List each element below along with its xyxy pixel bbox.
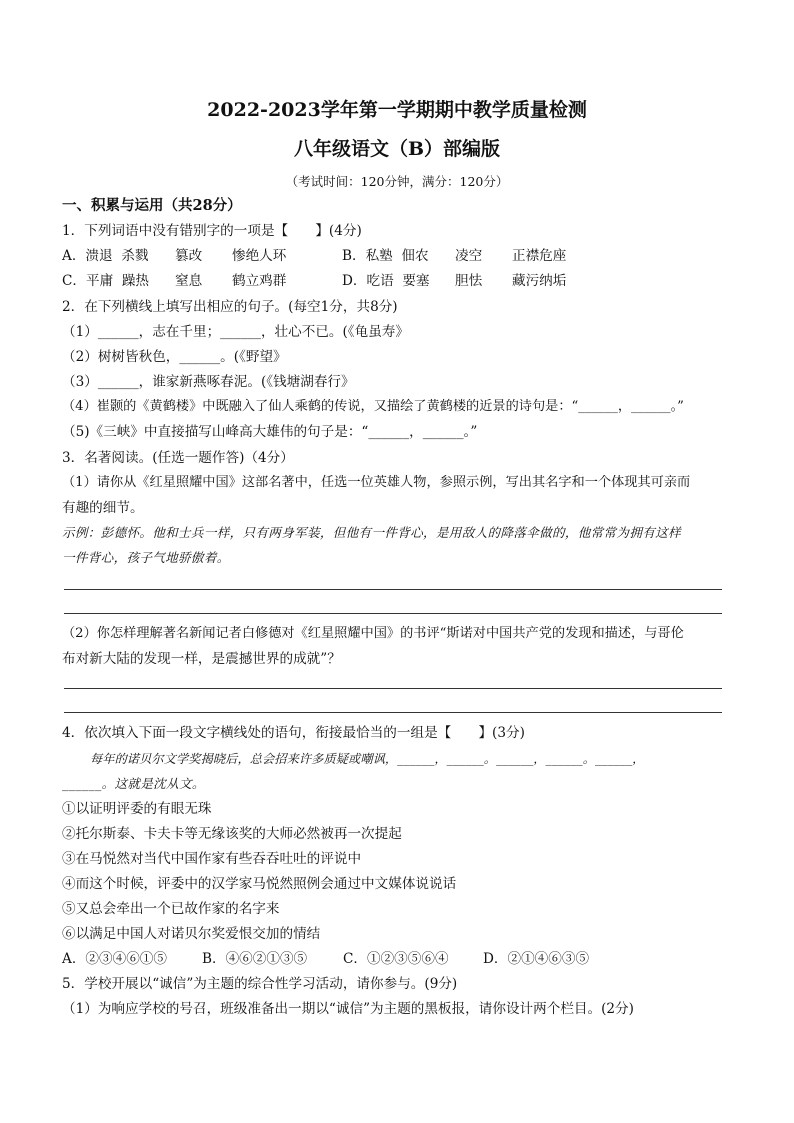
q3-part2-text: （2）你怎样理解著名新闻记者白修德对《红星照耀中国》的书评“斯诺对中国共产党的发现和描述，与哥伦	[62, 626, 684, 641]
q4-answer-d: D．②①④⑥③⑤	[483, 951, 590, 967]
q4-choice: ⑥以满足中国人对诺贝尔奖爱恨交加的情结	[62, 926, 321, 942]
q1-option-a-word: 惨绝人环	[232, 248, 287, 264]
q1-option-b-word: 正襟危座	[512, 248, 567, 264]
answer-line	[64, 712, 722, 713]
q2-item: （2）树树皆秋色，______。(《野望》	[62, 349, 287, 365]
q4-choice: ⑤又总会牵出一个已故作家的名字来	[62, 901, 280, 917]
answer-line	[64, 613, 722, 614]
exam-title: 2022-2023学年第一学期期中教学质量检测	[207, 99, 587, 121]
q1-option-c: C．平庸 躁热	[62, 273, 150, 289]
q4-choice: ④而这个时候，评委中的汉学家马悦然照例会通过中文媒体说说话	[62, 876, 457, 892]
q4-passage: ______。这就是沈从文。	[62, 776, 205, 791]
q1-option-d-word: 藏污纳垢	[512, 273, 567, 289]
q1-option-a: A．溃退 杀戮	[62, 248, 149, 264]
q4-answer-a: A．②③④⑥①⑤	[62, 951, 167, 967]
q2-item: （4）崔颢的《黄鹤楼》中既融入了仙人乘鹤的传说，又描绘了黄鹤楼的近景的诗句是：“______，______。”	[62, 399, 684, 414]
question-2-stem: 2．在下列横线上填写出相应的句子。(每空1分，共8分)	[62, 299, 398, 315]
q2-item: （1）______，志在千里；______，壮心不已。(《龟虽寿》	[62, 324, 409, 340]
q3-example-text: 示例：彭德怀。他和士兵一样，只有两身军装，但他有一件背心，是用敌人的降落伞做的，他常常为拥有这样	[62, 525, 681, 540]
question-1-stem: 1．下列词语中没有错别字的一项是【 】(4分)	[62, 223, 362, 239]
q1-option-d-word: 胆怯	[455, 273, 483, 289]
q1-option-b: B．私塾 佃农	[342, 248, 429, 264]
q1-option-d: D．吃语 要塞	[342, 273, 430, 289]
q2-item: （5)《三峡》中直接描写山峰高大雄伟的句子是：“______，______。”	[62, 424, 478, 440]
q4-answer-b: B．④⑥②①③⑤	[202, 951, 308, 967]
answer-line	[64, 589, 722, 590]
q2-item: （3）______，谁家新燕啄春泥。(《钱塘湖春行》	[62, 374, 355, 390]
q3-part1-text: （1）请你从《红星照耀中国》这部名著中，任选一位英雄人物，参照示例，写出其名字和一个体现其可亲而	[62, 475, 691, 490]
q1-option-c-word: 鹤立鸡群	[232, 273, 287, 289]
q1-option-c-word: 窒息	[175, 273, 203, 289]
q4-choice: ②托尔斯泰、卡夫卡等无缘该奖的大师必然被再一次提起	[62, 826, 402, 842]
section-heading: 一、积累与运用（共28分）	[62, 197, 242, 214]
q1-option-a-word: 篡改	[175, 248, 203, 264]
q3-example-text: 一件背心，孩子气地骄傲着。	[62, 550, 230, 565]
q4-answer-c: C．①②③⑤⑥④	[343, 951, 449, 967]
q4-passage: 每年的诺贝尔文学奖揭晓后，总会招来许多质疑或嘲讽，______，______。______，______。______，	[90, 752, 645, 766]
q3-part1-text: 有趣的细节。	[62, 500, 144, 516]
question-3-stem: 3．名著阅读。(任选一题作答)（4分）	[62, 450, 294, 466]
answer-line	[64, 688, 722, 689]
q1-option-b-word: 凌空	[455, 248, 483, 264]
exam-subtitle: 八年级语文（B）部编版	[293, 138, 501, 160]
q5-part1-text: （1）为响应学校的号召，班级准备出一期以“诚信”为主题的黑板报，请你设计两个栏目。(2分)	[62, 1001, 634, 1017]
q4-choice: ③在马悦然对当代中国作家有些吞吞吐吐的评说中	[62, 851, 362, 867]
q3-part2-text: 布对新大陆的发现一样，是震撼世界的成就”？	[62, 651, 341, 667]
q4-choice: ①以证明评委的有眼无珠	[62, 801, 212, 817]
exam-info: （考试时间：120分钟，满分：120分）	[285, 174, 509, 189]
question-4-stem: 4．依次填入下面一段文字横线处的语句，衔接最恰当的一组是【 】(3分)	[62, 725, 525, 741]
question-5-stem: 5．学校开展以“诚信”为主题的综合性学习活动，请你参与。(9分)	[62, 976, 458, 992]
